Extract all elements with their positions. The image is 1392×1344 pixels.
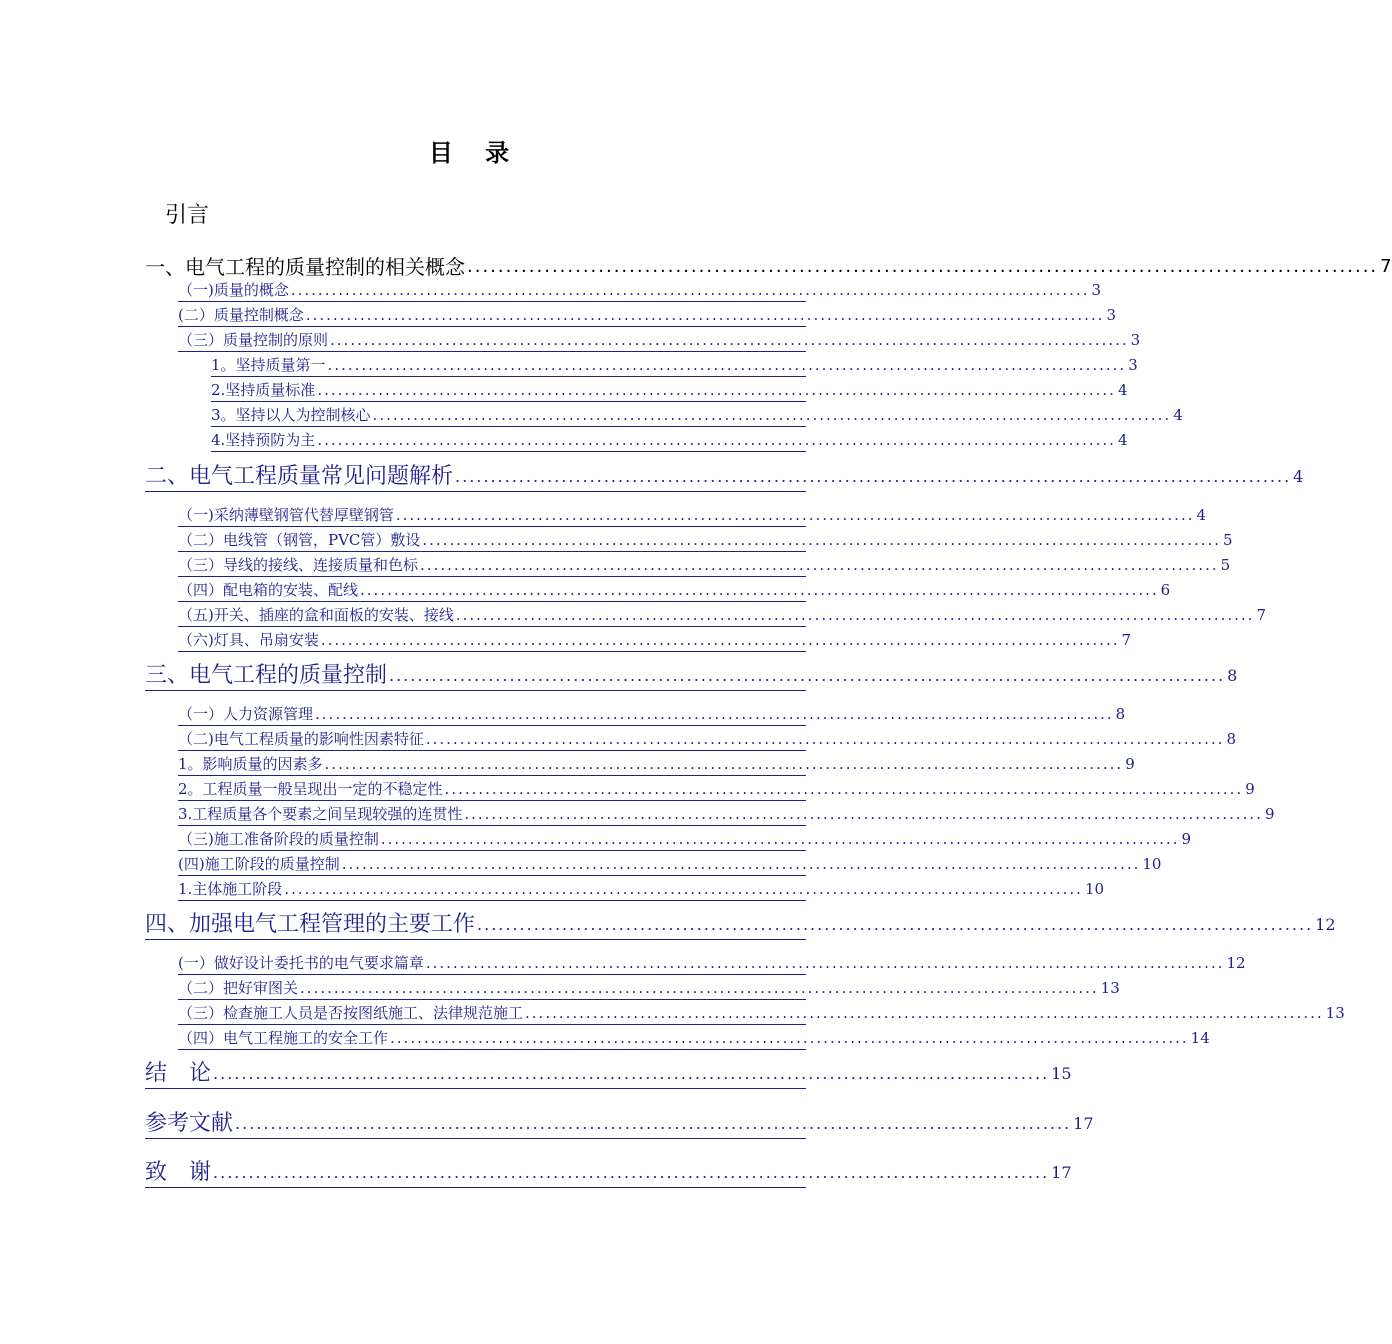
toc-entry-page: 10 (1084, 880, 1105, 898)
toc-entry-text: （五)开关、插座的盒和面板的安装、接线 (178, 606, 454, 624)
toc-entry-text: 二、电气工程质量常见问题解析 (145, 464, 454, 489)
toc-leader: ...................................................................................................................... (317, 431, 1116, 449)
toc-entry-text: 致 谢 (145, 1160, 212, 1185)
toc-entry-page: 7 (1121, 631, 1132, 649)
toc-entry-text: （一)采纳薄壁钢管代替厚壁钢管 (178, 506, 394, 524)
toc-entry-text: 2。工程质量一般呈现出一定的不稳定性 (178, 780, 443, 798)
toc-entry-3-4-1[interactable] (178, 878, 1105, 901)
toc-entry-page: 12 (1226, 954, 1246, 972)
toc-leader: ...................................................................................................................... (389, 666, 1226, 685)
toc-entry-page: 9 (1264, 805, 1275, 823)
toc-entry-text: （三）质量控制的原则 (178, 331, 329, 349)
toc-entry-page: 8 (1115, 705, 1126, 723)
intro-heading: 引言 (165, 203, 210, 228)
toc-leader: ...................................................................................................................... (284, 880, 1083, 898)
toc-entry-2-4[interactable] (178, 579, 1171, 602)
toc-entry-page: 9 (1125, 755, 1135, 773)
toc-leader: ...................................................................................................................... (317, 381, 1116, 399)
toc-entry-text: （三）导线的接线、连接质量和色标 (178, 556, 419, 574)
toc-entry-2-5[interactable] (178, 604, 1267, 627)
toc-entry-page: 13 (1100, 979, 1120, 997)
toc-entry-text: （三)施工准备阶段的质量控制 (178, 830, 379, 848)
toc-entry-page: 15 (1051, 1064, 1072, 1083)
toc-entry-4[interactable] (145, 911, 1336, 940)
toc-leader: ...................................................................................................................... (290, 281, 1090, 299)
toc-entry-text: （一）人力资源管理 (178, 705, 314, 723)
toc-entry-references[interactable] (145, 1110, 1094, 1139)
toc-entry-page: 3 (1128, 356, 1138, 374)
toc-entry-1-3-1[interactable] (211, 354, 1138, 377)
toc-entry-text: 四、加强电气工程管理的主要工作 (145, 912, 476, 937)
toc-entry-3-1[interactable] (178, 703, 1126, 726)
toc-leader: ...................................................................................................................... (235, 1114, 1072, 1133)
toc-entry-2-2[interactable] (178, 529, 1233, 552)
toc-entry-page: 4 (1117, 381, 1128, 399)
toc-entry-page: 3 (1091, 281, 1102, 299)
toc-leader: ...................................................................................................................... (467, 256, 1379, 277)
toc-leader: ...................................................................................................................... (213, 1064, 1050, 1083)
toc-entry-3-2[interactable] (178, 728, 1237, 751)
toc-entry-page: 8 (1226, 730, 1237, 748)
toc-entry-page: 5 (1223, 531, 1233, 549)
toc-entry-acknowledgements[interactable] (145, 1159, 1072, 1188)
toc-entry-text: 一、电气工程的质量控制的相关概念 (145, 255, 465, 279)
toc-entry-text: （一)质量的概念 (178, 281, 289, 299)
toc-entry-text: 2.坚持质量标准 (211, 381, 316, 399)
toc-entry-text: （四）电气工程施工的安全工作 (178, 1029, 389, 1047)
toc-title: 目 录 (428, 139, 522, 167)
toc-leader: ...................................................................................................................... (330, 331, 1129, 349)
toc-entry-4-4[interactable] (178, 1027, 1210, 1050)
toc-entry-page: 6 (1160, 581, 1171, 599)
toc-entry-1-3-3[interactable] (211, 404, 1183, 427)
toc-entry-page: 5 (1220, 556, 1231, 574)
toc-leader: ...................................................................................................................... (477, 915, 1314, 934)
toc-entry-page: 9 (1245, 780, 1255, 798)
toc-entry-3-2-1[interactable] (178, 753, 1135, 776)
toc-leader: ...................................................................................................................... (444, 780, 1244, 798)
toc-entry-text: 3。坚持以人为控制核心 (211, 406, 371, 424)
toc-entry-page: 8 (1227, 666, 1238, 685)
toc-leader: ...................................................................................................................... (360, 581, 1159, 599)
toc-leader: ...................................................................................................................... (420, 556, 1219, 574)
toc-entry-text: （二)电气工程质量的影响性因素特征 (178, 730, 424, 748)
toc-leader: ...................................................................................................................... (315, 705, 1114, 723)
toc-entry-1-3[interactable] (178, 329, 1141, 352)
toc-entry-3-4[interactable] (178, 853, 1162, 876)
toc-entry-4-1[interactable] (178, 952, 1246, 975)
toc-entry-page: 3 (1106, 306, 1117, 324)
toc-entry-3-3[interactable] (178, 828, 1192, 851)
toc-entry-page: 7 (1380, 256, 1392, 277)
toc-leader: ...................................................................................................................... (425, 954, 1225, 972)
toc-leader: ...................................................................................................................... (300, 979, 1099, 997)
toc-entry-1[interactable] (145, 254, 1392, 280)
toc-leader: ...................................................................................................................... (380, 830, 1180, 848)
toc-entry-text: 3.工程质量各个要素之间呈现较强的连贯性 (178, 805, 463, 823)
toc-entry-page: 4 (1173, 406, 1183, 424)
toc-entry-text: (一）做好设计委托书的电气要求篇章 (178, 954, 424, 972)
toc-entry-2-3[interactable] (178, 554, 1231, 577)
toc-leader: ...................................................................................................................... (390, 1029, 1189, 1047)
toc-leader: ...................................................................................................................... (327, 356, 1127, 374)
toc-entry-2-1[interactable] (178, 504, 1207, 527)
toc-leader: ...................................................................................................................... (464, 805, 1263, 823)
toc-leader: ...................................................................................................................... (320, 631, 1120, 649)
toc-entry-page: 13 (1325, 1004, 1345, 1022)
toc-entry-page: 10 (1142, 855, 1162, 873)
toc-leader: ...................................................................................................................... (341, 855, 1141, 873)
toc-leader: ...................................................................................................................... (372, 406, 1172, 424)
toc-leader: ...................................................................................................................... (422, 531, 1222, 549)
toc-entry-text: （三）检查施工人员是否按图纸施工、法律规范施工 (178, 1004, 524, 1022)
toc-leader: ...................................................................................................................... (455, 467, 1292, 486)
toc-entry-text: 1。影响质量的因素多 (178, 755, 323, 773)
toc-entry-text: （二）电线管（钢管，PVC管）敷设 (178, 531, 421, 549)
toc-entry-text: 1。坚持质量第一 (211, 356, 326, 374)
toc-entry-1-1[interactable] (178, 279, 1102, 302)
toc-leader: ...................................................................................................................... (213, 1163, 1050, 1182)
toc-entry-1-2[interactable] (178, 304, 1117, 327)
toc-entry-4-2[interactable] (178, 977, 1120, 1000)
toc-leader: ...................................................................................................................... (324, 755, 1124, 773)
toc-entry-3[interactable] (145, 662, 1238, 691)
toc-entry-page: 9 (1181, 830, 1192, 848)
toc-entry-text: 结 论 (145, 1061, 212, 1086)
toc-entry-page: 4 (1117, 431, 1128, 449)
toc-entry-1-3-4[interactable] (211, 429, 1128, 452)
toc-entry-2[interactable] (145, 463, 1304, 492)
toc-leader: ...................................................................................................................... (425, 730, 1225, 748)
toc-entry-page: 3 (1130, 331, 1141, 349)
toc-entry-page: 14 (1190, 1029, 1210, 1047)
toc-entry-1-3-2[interactable] (211, 379, 1128, 402)
toc-entry-page: 4 (1293, 467, 1304, 486)
toc-entry-text: (二）质量控制概念 (178, 306, 304, 324)
toc-leader: ...................................................................................................................... (395, 506, 1195, 524)
toc-entry-4-3[interactable] (178, 1002, 1345, 1025)
toc-entry-text: （二）把好审图关 (178, 979, 299, 997)
toc-entry-page: 12 (1315, 915, 1336, 934)
toc-entry-page: 4 (1196, 506, 1207, 524)
toc-entry-text: (四)施工阶段的质量控制 (178, 855, 340, 873)
toc-entry-3-2-3[interactable] (178, 803, 1275, 826)
toc-entry-conclusion[interactable] (145, 1060, 1072, 1089)
toc-entry-3-2-2[interactable] (178, 778, 1255, 801)
toc-entry-page: 17 (1073, 1114, 1094, 1133)
toc-leader: ...................................................................................................................... (525, 1004, 1324, 1022)
toc-entry-text: （四）配电箱的安装、配线 (178, 581, 359, 599)
toc-entry-text: 三、电气工程的质量控制 (145, 663, 388, 688)
toc-entry-text: 4.坚持预防为主 (211, 431, 316, 449)
toc-entry-2-6[interactable] (178, 629, 1132, 652)
toc-entry-page: 7 (1256, 606, 1267, 624)
toc-entry-text: （六)灯具、吊扇安装 (178, 631, 319, 649)
toc-leader: ...................................................................................................................... (305, 306, 1105, 324)
toc-entry-text: 1.主体施工阶段 (178, 880, 283, 898)
toc-entry-text: 参考文献 (145, 1111, 234, 1136)
toc-leader: ...................................................................................................................... (455, 606, 1255, 624)
toc-entry-page: 17 (1051, 1163, 1072, 1182)
